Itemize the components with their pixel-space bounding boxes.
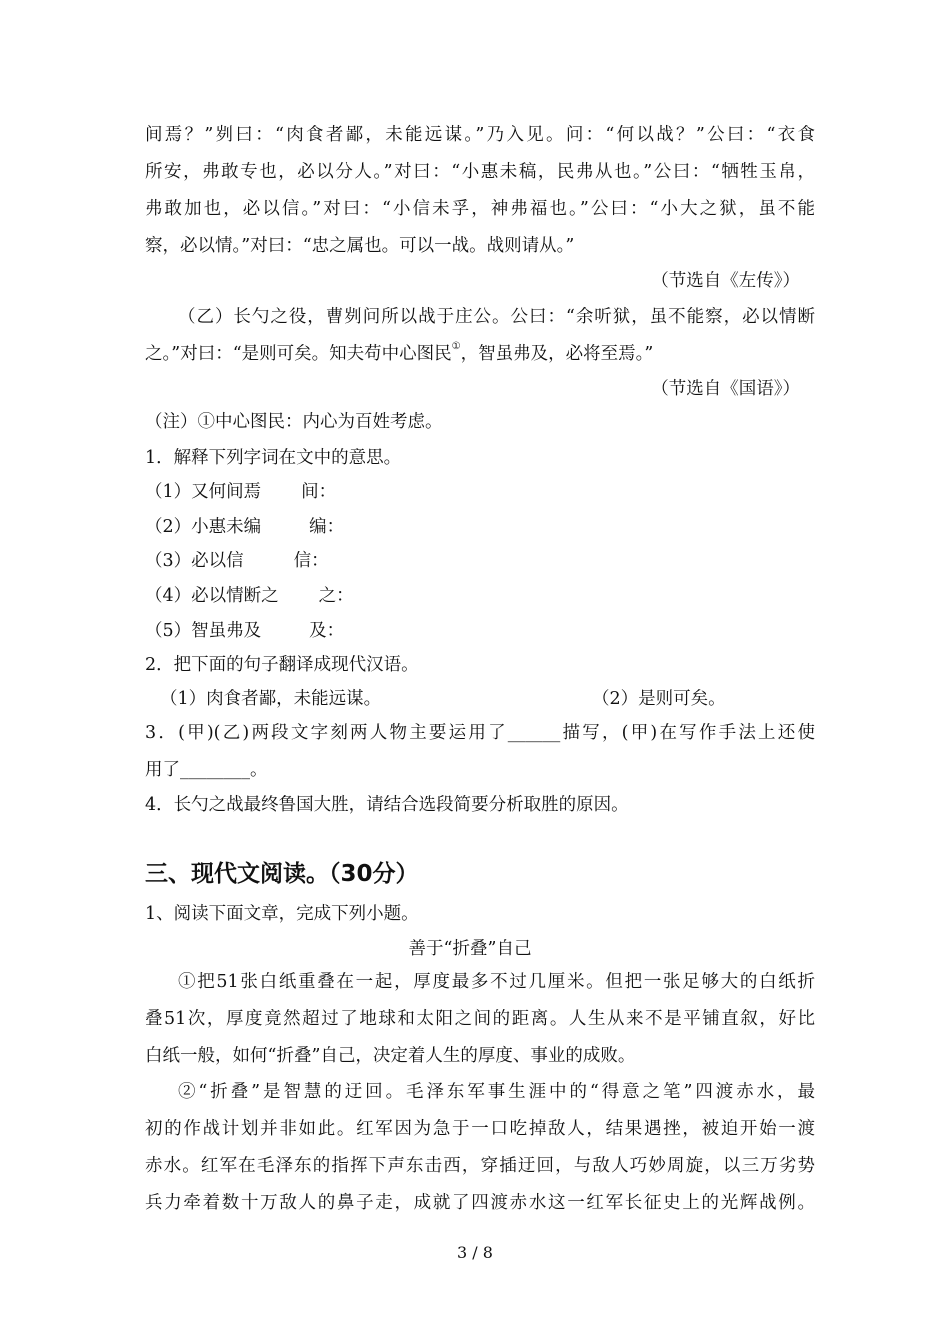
passage-yi-line-2-b: ，智虽弗及，必将至焉。” [460,344,654,364]
question-2-items [160,687,800,711]
question-1-item-1 [145,480,815,504]
question-2-item-1: （1）肉食者鄙，未能远谋。 [160,689,382,709]
article-p2-line-1: ②“折叠”是智慧的迂回。毛泽东军事生涯中的“得意之笔”四渡赤水，最 [178,1082,815,1102]
passage-yi-line-2-a: 之。”对曰：“是则可矣。知夫苟中心图民 [145,344,452,364]
passage-jia-line-1: 间焉？”刿曰：“肉食者鄙，未能远谋。”乃入见。问：“何以战？”公曰：“衣食 [145,125,815,145]
passage-yi-line-1: （乙）长勺之役，曹刿问所以战于庄公。公曰：“余听狱，虽不能察，必以情断 [178,307,815,327]
question-1-item-4-word: 之： [318,586,354,606]
section-3-intro: 1、阅读下面文章，完成下列小题。 [145,904,419,924]
question-1-item-4 [145,584,815,608]
section-3-heading: 三、现代文阅读。（30分） [145,861,419,887]
question-4: 4．长勺之战最终鲁国大胜，请结合选段简要分析取胜的原因。 [145,795,629,815]
question-2-stem: 2．把下面的句子翻译成现代汉语。 [145,655,419,675]
question-1-item-1-word: 间： [301,482,337,502]
passage-jia-line-4: 察，必以情。”对曰：“忠之属也。可以一战。战则请从。” [145,236,575,256]
article-p2-line-2: 初的作战计划并非如此。红军因为急于一口吃掉敌人，结果遇挫，被迫开始一渡 [145,1119,815,1139]
question-1-item-5-phrase: （5）智虽弗及 [145,621,262,641]
question-1-item-2 [145,515,815,539]
article-title: 善于“折叠”自己 [408,939,532,959]
question-1-item-2-phrase: （2）小惠未编 [145,517,262,537]
passage-jia-line-3: 弗敢加也，必以信。”对曰：“小信未孚，神弗福也。”公曰：“小大之狱，虽不能 [145,199,815,219]
passage-yi-source: （节选自《国语》） [651,379,800,399]
passage-jia-source: （节选自《左传》） [651,271,800,291]
article-p1-line-2: 叠51次，厚度竟然超过了地球和太阳之间的距离。人生从来不是平铺直叙，好比 [145,1009,815,1029]
question-1-item-2-word: 编： [309,517,345,537]
question-1-item-3-phrase: （3）必以信 [145,551,244,571]
question-1-item-5 [145,619,815,643]
question-1-item-3-word: 信： [293,551,329,571]
question-1-item-5-word: 及： [309,621,345,641]
footnote-marker: ① [451,341,461,352]
question-1-item-3 [145,549,815,573]
page-number: 3 / 8 [457,1243,493,1262]
article-p1-line-3: 白纸一般，如何“折叠”自己，决定着人生的厚度、事业的成败。 [145,1046,636,1066]
article-p2-line-3: 赤水。红军在毛泽东的指挥下声东击西，穿插迂回，与敌人巧妙周旋，以三万劣势 [145,1156,815,1176]
question-1-item-4-phrase: （4）必以情断之 [145,586,279,606]
article-p2-line-4: 兵力牵着数十万敌人的鼻子走，成就了四渡赤水这一红军长征史上的光辉战例。 [145,1193,815,1213]
question-2-item-2: （2）是则可矣。 [592,689,726,709]
question-3-line-1: 3．(甲)(乙)两段文字刻两人物主要运用了______描写，(甲)在写作手法上还使 [145,723,815,743]
question-1-item-1-phrase: （1）又何间焉 [145,482,262,502]
passage-yi-line-2 [145,342,815,366]
article-p1-line-1: ①把51张白纸重叠在一起，厚度最多不过几厘米。但把一张足够大的白纸折 [178,972,815,992]
question-1-stem: 1．解释下列字词在文中的意思。 [145,448,402,468]
question-3-line-2: 用了________。 [145,760,268,780]
passage-jia-line-2: 所安，弗敢专也，必以分人。”对曰：“小惠未稿，民弗从也。”公曰：“牺牲玉帛， [145,162,815,182]
annotation-note: （注）①中心图民：内心为百姓考虑。 [145,412,443,432]
